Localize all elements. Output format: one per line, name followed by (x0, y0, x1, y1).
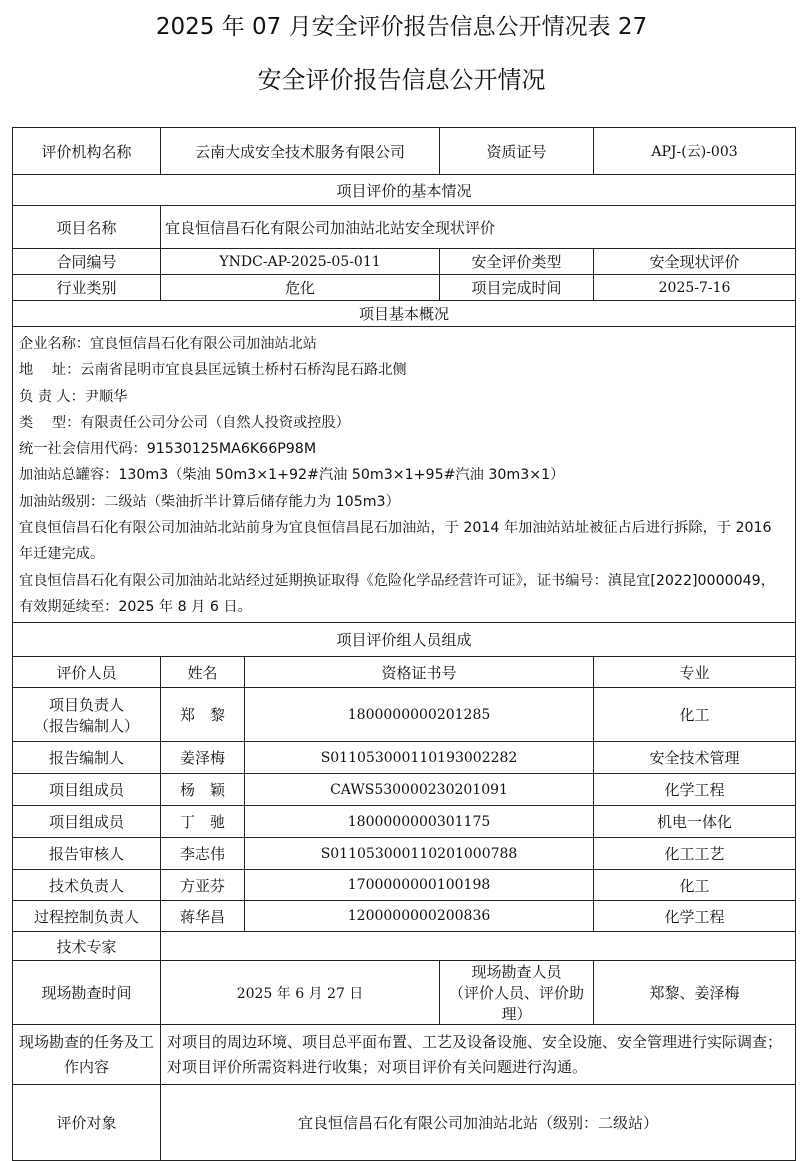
expert-row (13, 932, 796, 961)
document-subtitle: 安全评价报告信息公开情况 (257, 66, 546, 94)
team-major: 安全技术管理 (594, 742, 796, 774)
team-role: 报告审核人 (13, 838, 161, 870)
overview-line: 负 责 人：尹顺华 (19, 388, 128, 405)
contract-value: YNDC-AP-2025-05-011 (161, 249, 440, 275)
cert-label: 资质证号 (440, 128, 594, 175)
overview-line: 加油站级别：二级站（柴油折半计算后储存能力为 105m3） (19, 493, 400, 510)
survey-staff-label (440, 961, 594, 1025)
team-row (13, 742, 796, 774)
industry-value: 危化 (161, 275, 440, 301)
team-cert: S011053000110193002282 (245, 742, 594, 774)
team-row (13, 688, 796, 742)
team-cert: S011053000110201000788 (245, 838, 594, 870)
report-table (12, 127, 796, 1161)
team-name: 蒋华昌 (161, 901, 245, 932)
object-label: 评价对象 (13, 1085, 161, 1161)
team-row (13, 870, 796, 901)
survey-time-value: 2025 年 6 月 27 日 (161, 961, 440, 1025)
basic-section-title: 项目评价的基本情况 (13, 175, 796, 206)
team-row (13, 806, 796, 838)
overview-line: 地 址：云南省昆明市宜良县匡远镇土桥村石桥沟昆石路北侧 (19, 362, 407, 379)
team-major: 化工 (594, 688, 796, 742)
overview-line: 宜良恒信昌石化有限公司加油站北站前身为宜良恒信昌昆石加油站，于 2014 年加油站站址被征占后进行拆除，于 2016 年迁建完成。 (19, 520, 772, 563)
team-header-major: 专业 (594, 657, 796, 688)
team-cert: 1700000000100198 (245, 870, 594, 901)
team-role: 项目组成员 (13, 774, 161, 806)
expert-label: 技术专家 (13, 932, 161, 961)
team-name: 李志伟 (161, 838, 245, 870)
survey-row (13, 961, 796, 1025)
team-major: 化学工程 (594, 774, 796, 806)
object-row (13, 1085, 796, 1161)
survey-time-label: 现场勘查时间 (13, 961, 161, 1025)
team-major: 化工工艺 (594, 838, 796, 870)
team-cert: CAWS530000230201091 (245, 774, 594, 806)
team-role: 过程控制负责人 (13, 901, 161, 932)
org-value: 云南大成安全技术服务有限公司 (161, 128, 440, 175)
team-role: 项目组成员 (13, 806, 161, 838)
overview-line: 加油站总罐容：130m3（柴油 50m3×1+92#汽油 50m3×1+95#汽油 30m3×1） (19, 467, 565, 484)
team-major: 化工 (594, 870, 796, 901)
team-role-line1: 项目负责人 (48, 695, 124, 714)
team-row (13, 838, 796, 870)
finish-label: 项目完成时间 (440, 275, 594, 301)
team-name: 杨 颖 (161, 774, 245, 806)
team-name: 方亚芬 (161, 870, 245, 901)
team-row (13, 901, 796, 932)
eval-type-value: 安全现状评价 (594, 249, 796, 275)
overview-line: 企业名称：宜良恒信昌石化有限公司加油站北站 (19, 336, 317, 352)
team-cert: 1800000000301175 (245, 806, 594, 838)
team-major: 机电一体化 (594, 806, 796, 838)
overview-line: 类 型：有限责任公司分公司（自然人投资或控股） (19, 414, 350, 431)
team-role: 报告编制人 (13, 742, 161, 774)
task-label: 现场勘查的任务及工作内容 (13, 1025, 161, 1085)
org-label: 评价机构名称 (13, 128, 161, 175)
task-value: 对项目的周边环境、项目总平面布置、工艺及设备设施、安全设施、安全管理进行实际调查；对项目评价所需资料进行收集；对项目评价有关问题进行沟通。 (161, 1025, 796, 1085)
team-major: 化学工程 (594, 901, 796, 932)
team-section-title: 项目评价组人员组成 (13, 623, 796, 657)
expert-value (161, 932, 796, 961)
document-title: 2025 年 07 月安全评价报告信息公开情况表 27 (155, 14, 648, 40)
team-name: 郑 黎 (161, 688, 245, 742)
survey-staff-label-line2: （评价人员、评价助理） (449, 984, 585, 1024)
team-name: 姜泽梅 (161, 742, 245, 774)
team-header-name: 姓名 (161, 657, 245, 688)
overview-section-title: 项目基本概况 (13, 301, 796, 327)
team-cert: 1800000000201285 (245, 688, 594, 742)
contract-label: 合同编号 (13, 249, 161, 275)
team-role-line2: （报告编制人） (33, 716, 139, 735)
overview-line: 统一社会信用代码：91530125MA6K66P98M (19, 441, 317, 458)
team-cert: 1200000000200836 (245, 901, 594, 932)
team-header-row (13, 657, 796, 688)
object-value: 宜良恒信昌石化有限公司加油站北站（级别：二级站） (161, 1085, 796, 1161)
survey-staff-value: 郑黎、姜泽梅 (594, 961, 796, 1025)
survey-staff-label-line1: 现场勘查人员 (471, 963, 562, 982)
cert-value: APJ-(云)-003 (594, 128, 796, 175)
team-role: 技术负责人 (13, 870, 161, 901)
project-name-value: 宜良恒信昌石化有限公司加油站北站安全现状评价 (161, 206, 796, 249)
industry-label: 行业类别 (13, 275, 161, 301)
team-header-cert: 资格证书号 (245, 657, 594, 688)
team-name: 丁 驰 (161, 806, 245, 838)
overview-line: 宜良恒信昌石化有限公司加油站北站经过延期换证取得《危险化学品经营许可证》，证书编号：滇昆宜[2022]0000049，有效期延续至：2025 年 8 月 6 日。 (19, 572, 775, 615)
org-row (13, 128, 796, 175)
team-header-role: 评价人员 (13, 657, 161, 688)
project-name-label: 项目名称 (13, 206, 161, 249)
overview-content (13, 327, 796, 623)
eval-type-label: 安全评价类型 (440, 249, 594, 275)
team-role (13, 688, 161, 742)
task-row (13, 1025, 796, 1085)
team-row (13, 774, 796, 806)
finish-value: 2025-7-16 (594, 275, 796, 301)
